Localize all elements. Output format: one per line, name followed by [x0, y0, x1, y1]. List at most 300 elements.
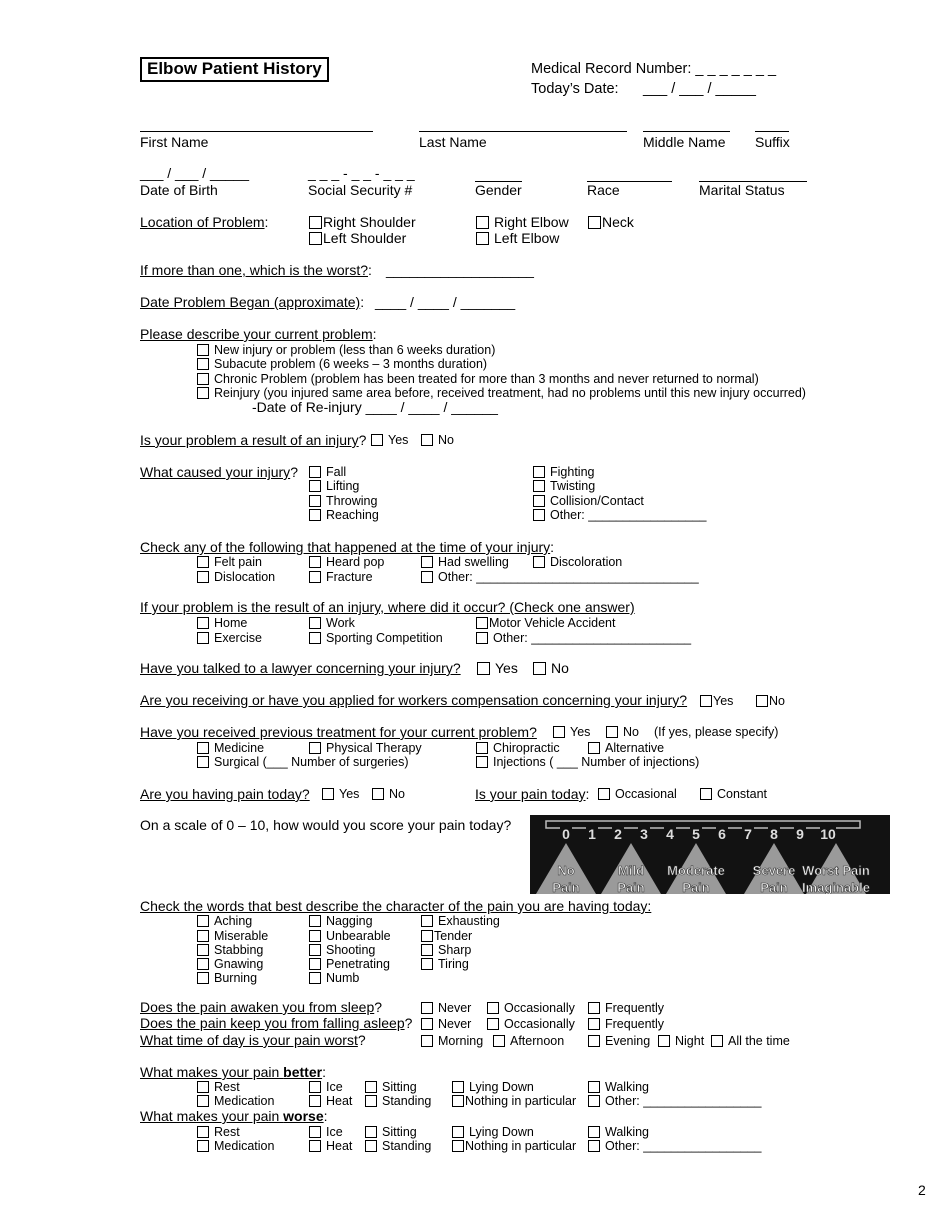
checkbox-worse-nothing[interactable] [452, 1140, 576, 1153]
checkbox-icon [197, 373, 209, 385]
injury-suffix: ? [358, 432, 367, 448]
describe-suffix: : [372, 326, 377, 342]
scale-anchor-word: Moderate [667, 863, 725, 878]
checkbox-better-rest[interactable] [197, 1081, 240, 1094]
race-label: Race [587, 182, 620, 198]
checkbox-icon [588, 1035, 600, 1047]
option-label: Felt pain [214, 555, 262, 569]
option-label: Occasional [615, 787, 677, 801]
checkbox-numb[interactable] [309, 972, 359, 985]
option-label: No [769, 694, 785, 708]
checkbox-felt-pain[interactable] [197, 556, 262, 569]
cause-label: What caused your injury [140, 464, 291, 480]
checkbox-chiropractic[interactable] [476, 742, 560, 755]
option-label: Tender [434, 929, 473, 943]
checkbox-icon [588, 1126, 600, 1138]
checkbox-lawyer-no[interactable] [533, 661, 569, 675]
middle-name-label: Middle Name [643, 134, 726, 150]
option-label: Heard pop [326, 555, 385, 569]
checkbox-fracture[interactable] [309, 571, 373, 584]
checkbox-evening[interactable] [588, 1035, 650, 1048]
checkbox-icon [588, 1081, 600, 1093]
checkbox-icon [421, 944, 433, 956]
option-label: No [438, 433, 454, 447]
checkbox-twisting[interactable] [533, 480, 595, 493]
option-label: Subacute problem (6 weeks – 3 months duration) [214, 357, 488, 371]
checkbox-icon [421, 930, 433, 942]
checkbox-icon [421, 556, 433, 568]
option-label: Walking [605, 1080, 649, 1094]
checkbox-gnawing[interactable] [197, 958, 263, 971]
checkbox-injury-yes[interactable] [371, 434, 408, 447]
checkbox-left-elbow[interactable] [476, 231, 559, 245]
option-label: Exercise [214, 631, 262, 645]
checkbox-right-shoulder[interactable] [309, 215, 416, 229]
checkbox-icon [598, 788, 610, 800]
checkbox-worse-medication[interactable] [197, 1140, 274, 1153]
scale-anchor-word-bottom: Pain [682, 880, 710, 894]
option-label: No [623, 725, 639, 739]
checkbox-falling-frequently[interactable] [588, 1018, 664, 1031]
location-colon: : [264, 214, 269, 230]
checkbox-icon [711, 1035, 723, 1047]
checkbox-icon [197, 1081, 209, 1093]
scale-number-6[interactable]: 6 [718, 826, 726, 842]
location-label: Location of Problem [140, 214, 265, 230]
worst-suffix: : [368, 262, 372, 278]
checkbox-alternative[interactable] [588, 742, 664, 755]
checkbox-neck[interactable] [588, 215, 634, 229]
checkbox-heard-pop[interactable] [309, 556, 384, 569]
option-label: Collision/Contact [550, 494, 644, 508]
checkbox-sporting[interactable] [309, 632, 443, 645]
marital-status-label: Marital Status [699, 182, 785, 198]
option-label: Yes [713, 694, 734, 708]
checkbox-worse-other[interactable] [588, 1140, 761, 1153]
option-label: Numb [326, 971, 360, 985]
checkbox-icon [487, 1018, 499, 1030]
checkbox-icon [533, 495, 545, 507]
checkbox-icon [197, 944, 209, 956]
option-label: Lying Down [469, 1125, 534, 1139]
better-word: better [283, 1064, 323, 1080]
checkbox-work[interactable] [309, 617, 355, 630]
scale-number-4[interactable]: 4 [666, 826, 674, 842]
checkbox-medicine[interactable] [197, 742, 264, 755]
checkbox-icon [421, 1035, 433, 1047]
checkbox-burning[interactable] [197, 972, 257, 985]
checkbox-icon [588, 1140, 600, 1152]
describe-label: Please describe your current problem [140, 326, 373, 342]
option-label: Miserable [214, 929, 269, 943]
checkbox-right-elbow[interactable] [476, 215, 569, 229]
checkbox-icon [309, 1095, 321, 1107]
checkbox-icon [452, 1126, 464, 1138]
checkbox-falling-occasionally[interactable] [487, 1018, 575, 1031]
checkbox-icon [588, 1018, 600, 1030]
checkbox-physical-therapy[interactable] [309, 742, 422, 755]
checkbox-awaken-occasionally[interactable] [487, 1002, 575, 1015]
option-label: Night [675, 1034, 705, 1048]
checkbox-better-sitting[interactable] [365, 1081, 417, 1094]
checkbox-icon [197, 1140, 209, 1152]
checkbox-aching[interactable] [197, 915, 252, 928]
checkbox-home[interactable] [197, 617, 247, 630]
checkbox-exercise[interactable] [197, 632, 262, 645]
checkbox-icon [493, 1035, 505, 1047]
checkbox-collision[interactable] [533, 495, 644, 508]
checkbox-icon [197, 358, 209, 370]
checkbox-icon [197, 930, 209, 942]
option-label: Gnawing [214, 957, 264, 971]
checkbox-tiring[interactable] [421, 958, 469, 971]
option-label: Reaching [326, 508, 379, 522]
checkbox-injections[interactable] [476, 756, 699, 769]
checkbox-dislocation[interactable] [197, 571, 275, 584]
checkbox-icon [309, 742, 321, 754]
checkbox-icon [553, 726, 565, 738]
checkbox-falling-never[interactable] [421, 1018, 471, 1031]
option-label: Sporting Competition [326, 631, 443, 645]
checkbox-icon [588, 1002, 600, 1014]
checkbox-miserable[interactable] [197, 930, 268, 943]
option-label: Constant [717, 787, 768, 801]
option-label: Ice [326, 1080, 343, 1094]
last-name-label: Last Name [419, 134, 487, 150]
scale-anchor-word: Mild [618, 863, 644, 878]
checkbox-icon [421, 958, 433, 970]
option-label: Left Shoulder [323, 230, 407, 246]
option-label: Yes [388, 433, 409, 447]
checkbox-icon [533, 662, 546, 675]
checkbox-injury-no[interactable] [421, 434, 454, 447]
location-question [140, 215, 268, 229]
ssn-label: Social Security # [308, 182, 413, 198]
option-label: Occasionally [504, 1001, 575, 1015]
scale-anchor-word: Severe [752, 863, 796, 878]
checkbox-reinjury[interactable] [197, 387, 806, 400]
checkbox-workers-comp-no[interactable] [756, 695, 785, 708]
checkbox-icon [756, 695, 768, 707]
option-label: Injections ( ___ Number of injections) [493, 755, 700, 769]
falling-asleep-question [140, 1016, 412, 1030]
checkbox-better-nothing[interactable] [452, 1095, 576, 1108]
checkbox-icon [309, 216, 322, 229]
cause-suffix: ? [290, 464, 298, 480]
option-label: Left Elbow [494, 230, 560, 246]
option-label: Neck [602, 214, 634, 230]
worst-question [140, 263, 372, 277]
option-label: Chronic Problem (problem has been treated for more than 3 months and never returned to normal) [214, 372, 759, 386]
option-label: Exhausting [438, 914, 500, 928]
checkbox-worse-walking[interactable] [588, 1126, 649, 1139]
checkbox-icon [197, 915, 209, 927]
scale-number-0[interactable]: 0 [562, 826, 570, 842]
checkbox-prev-treatment-yes[interactable] [553, 726, 590, 739]
prev-treatment-note: (If yes, please specify) [654, 725, 779, 739]
checkbox-better-ice[interactable] [309, 1081, 343, 1094]
option-label: Yes [495, 660, 518, 676]
checkbox-exhausting[interactable] [421, 915, 500, 928]
option-label: Occasionally [504, 1017, 575, 1031]
first-name-line[interactable] [140, 131, 373, 132]
pain-today-question: Are you having pain today? [140, 786, 310, 802]
pain-is-question [475, 787, 589, 801]
ssn-field[interactable]: _ _ _ - _ _ - _ _ _ [308, 165, 415, 181]
checkbox-icon [322, 788, 334, 800]
option-label: Never [438, 1017, 472, 1031]
checkbox-subacute[interactable] [197, 358, 487, 371]
checkbox-icon [365, 1140, 377, 1152]
option-label: Home [214, 616, 248, 630]
option-label: Other: _________________ [605, 1139, 762, 1153]
dob-field[interactable]: ___ / ___ / _____ [140, 165, 249, 181]
checkbox-workers-comp-yes[interactable] [700, 695, 733, 708]
option-label: Nothing in particular [465, 1094, 577, 1108]
checkbox-tender[interactable] [421, 930, 472, 943]
option-label: Penetrating [326, 957, 390, 971]
checkbox-icon [588, 1095, 600, 1107]
checkbox-better-lying-down[interactable] [452, 1081, 534, 1094]
checkbox-icon [309, 480, 321, 492]
lawyer-question: Have you talked to a lawyer concerning your injury? [140, 660, 461, 676]
reinjury-date-field[interactable]: -Date of Re-injury ____ / ____ / ______ [252, 399, 498, 415]
where-question: If your problem is the result of an injury, where did it occur? (Check one answer) [140, 599, 635, 615]
scale-number-1[interactable]: 1 [588, 826, 596, 842]
checkbox-icon [197, 571, 209, 583]
option-label: Medication [214, 1139, 275, 1153]
checkbox-discoloration[interactable] [533, 556, 622, 569]
checkbox-worse-standing[interactable] [365, 1140, 431, 1153]
checkbox-icon [309, 632, 321, 644]
last-name-line[interactable] [419, 131, 627, 132]
option-label: Heat [326, 1094, 353, 1108]
date-began-suffix: : [360, 294, 365, 310]
happened-suffix: : [550, 539, 555, 555]
scale-number-9[interactable]: 9 [796, 826, 804, 842]
checkbox-left-shoulder[interactable] [309, 231, 406, 245]
option-label: Had swelling [438, 555, 509, 569]
option-label: Sitting [382, 1125, 417, 1139]
option-label: Fighting [550, 465, 595, 479]
checkbox-icon [365, 1095, 377, 1107]
checkbox-better-other[interactable] [588, 1095, 761, 1108]
checkbox-icon [309, 617, 321, 629]
option-label: Walking [605, 1125, 649, 1139]
checkbox-icon [476, 742, 488, 754]
option-label: Other: ________________________________ [438, 570, 699, 584]
time-of-day-label: What time of day is your pain worst [140, 1032, 358, 1048]
better-question [140, 1065, 326, 1079]
option-label: Reinjury (you injured same area before, received treatment, had no problems until this new injury occurred) [214, 386, 806, 400]
awaken-question [140, 1000, 382, 1014]
checkbox-where-other[interactable] [476, 632, 691, 645]
option-label: Dislocation [214, 570, 276, 584]
checkbox-icon [487, 1002, 499, 1014]
checkbox-throwing[interactable] [309, 495, 377, 508]
checkbox-awaken-frequently[interactable] [588, 1002, 664, 1015]
checkbox-icon [476, 617, 488, 629]
checkbox-unbearable[interactable] [309, 930, 391, 943]
option-label: Medicine [214, 741, 265, 755]
checkbox-icon [421, 1018, 433, 1030]
checkbox-icon [476, 216, 489, 229]
option-label: Other: _______________________ [493, 631, 692, 645]
option-label: Afternoon [510, 1034, 565, 1048]
checkbox-penetrating[interactable] [309, 958, 390, 971]
scale-anchor-word: No [557, 863, 575, 878]
scale-anchor-word: Worst Pain [802, 863, 870, 878]
scale-anchor-word-bottom: Pain [552, 880, 580, 894]
option-label: Throwing [326, 494, 378, 508]
checkbox-night[interactable] [658, 1035, 704, 1048]
checkbox-occasional[interactable] [598, 788, 677, 801]
option-label: Surgical (___ Number of surgeries) [214, 755, 409, 769]
checkbox-worse-ice[interactable] [309, 1126, 343, 1139]
checkbox-worse-heat[interactable] [309, 1140, 352, 1153]
checkbox-worse-rest[interactable] [197, 1126, 240, 1139]
injury-question [140, 433, 366, 447]
option-label: Tiring [438, 957, 469, 971]
option-label: New injury or problem (less than 6 weeks duration) [214, 343, 496, 357]
describe-question [140, 327, 377, 341]
gender-label: Gender [475, 182, 522, 198]
checkbox-cause-other[interactable] [533, 509, 706, 522]
checkbox-better-medication[interactable] [197, 1095, 274, 1108]
checkbox-icon [197, 972, 209, 984]
checkbox-icon [309, 915, 321, 927]
option-label: Other: _________________ [550, 508, 707, 522]
checkbox-icon [197, 556, 209, 568]
checkbox-icon [477, 662, 490, 675]
scale-number-3[interactable]: 3 [640, 826, 648, 842]
scale-number-8[interactable]: 8 [770, 826, 778, 842]
checkbox-icon [533, 509, 545, 521]
todays-date-field[interactable]: ___ / ___ / _____ [643, 81, 756, 97]
option-label: Alternative [605, 741, 665, 755]
awaken-suffix: ? [374, 999, 383, 1015]
checkbox-icon [533, 466, 545, 478]
time-of-day-suffix: ? [357, 1032, 366, 1048]
better-suffix: : [322, 1064, 326, 1080]
better-prefix: What makes your pain [140, 1064, 284, 1080]
checkbox-icon [309, 1140, 321, 1152]
suffix-line[interactable] [755, 131, 789, 132]
checkbox-worse-sitting[interactable] [365, 1126, 417, 1139]
scale-number-2[interactable]: 2 [614, 826, 622, 842]
checkbox-icon [309, 232, 322, 245]
checkbox-new-injury[interactable] [197, 344, 495, 357]
checkbox-constant[interactable] [700, 788, 767, 801]
checkbox-icon [197, 1095, 209, 1107]
option-label: Unbearable [326, 929, 391, 943]
checkbox-icon [533, 480, 545, 492]
character-question: Check the words that best describe the character of the pain you are having today: [140, 898, 652, 914]
option-label: Nagging [326, 914, 373, 928]
option-label: Evening [605, 1034, 651, 1048]
checkbox-morning[interactable] [421, 1035, 483, 1048]
checkbox-icon [476, 632, 488, 644]
option-label: Right Shoulder [323, 214, 416, 230]
checkbox-icon [452, 1140, 464, 1152]
checkbox-icon [421, 1002, 433, 1014]
checkbox-stabbing[interactable] [197, 944, 263, 957]
checkbox-nagging[interactable] [309, 915, 373, 928]
checkbox-icon [309, 972, 321, 984]
suffix-label: Suffix [755, 134, 790, 150]
worst-field[interactable]: ___________________ [386, 262, 534, 278]
checkbox-had-swelling[interactable] [421, 556, 509, 569]
worse-prefix: What makes your pain [140, 1108, 284, 1124]
option-label: No [551, 660, 569, 676]
checkbox-surgical[interactable] [197, 756, 409, 769]
option-label: Burning [214, 971, 258, 985]
option-label: Sharp [438, 943, 472, 957]
checkbox-motor-vehicle[interactable] [476, 617, 615, 630]
falling-asleep-suffix: ? [404, 1015, 413, 1031]
medical-record-number[interactable]: Medical Record Number: _ _ _ _ _ _ _ [531, 61, 777, 77]
worse-word: worse [283, 1108, 324, 1124]
option-label: Rest [214, 1080, 240, 1094]
checkbox-better-walking[interactable] [588, 1081, 649, 1094]
first-name-label: First Name [140, 134, 209, 150]
checkbox-afternoon[interactable] [493, 1035, 564, 1048]
scale-number-5[interactable]: 5 [692, 826, 700, 842]
checkbox-worse-lying-down[interactable] [452, 1126, 534, 1139]
option-label: Heat [326, 1139, 353, 1153]
checkbox-awaken-never[interactable] [421, 1002, 471, 1015]
checkbox-happened-other[interactable] [421, 571, 699, 584]
option-label: Rest [214, 1125, 240, 1139]
checkbox-icon [371, 434, 383, 446]
checkbox-icon [309, 930, 321, 942]
checkbox-better-standing[interactable] [365, 1095, 431, 1108]
checkbox-chronic[interactable] [197, 373, 759, 386]
date-began-field[interactable]: ____ / ____ / _______ [375, 294, 516, 310]
option-label: Twisting [550, 479, 596, 493]
checkbox-sharp[interactable] [421, 944, 471, 957]
checkbox-shooting[interactable] [309, 944, 375, 957]
option-label: All the time [728, 1034, 790, 1048]
scale-number-7[interactable]: 7 [744, 826, 752, 842]
checkbox-lifting[interactable] [309, 480, 359, 493]
checkbox-fall[interactable] [309, 466, 346, 479]
checkbox-icon [372, 788, 384, 800]
checkbox-pain-no[interactable] [372, 788, 405, 801]
middle-name-line[interactable] [643, 131, 730, 132]
checkbox-prev-treatment-no[interactable] [606, 726, 639, 739]
option-label: Yes [570, 725, 591, 739]
option-label: No [389, 787, 405, 801]
checkbox-icon [197, 617, 209, 629]
pain-is-label: Is your pain today [475, 786, 586, 802]
checkbox-icon [309, 958, 321, 970]
pain-scale-graphic[interactable] [530, 815, 890, 894]
option-label: Shooting [326, 943, 376, 957]
option-label: Lying Down [469, 1080, 534, 1094]
checkbox-better-heat[interactable] [309, 1095, 352, 1108]
checkbox-icon [700, 788, 712, 800]
option-label: Stabbing [214, 943, 264, 957]
checkbox-fighting[interactable] [533, 466, 594, 479]
scale-number-10[interactable]: 10 [820, 826, 836, 842]
checkbox-reaching[interactable] [309, 509, 379, 522]
page-number: 2 [918, 1182, 926, 1198]
checkbox-all-the-time[interactable] [711, 1035, 790, 1048]
checkbox-pain-yes[interactable] [322, 788, 359, 801]
checkbox-lawyer-yes[interactable] [477, 661, 518, 675]
worse-question [140, 1109, 328, 1123]
